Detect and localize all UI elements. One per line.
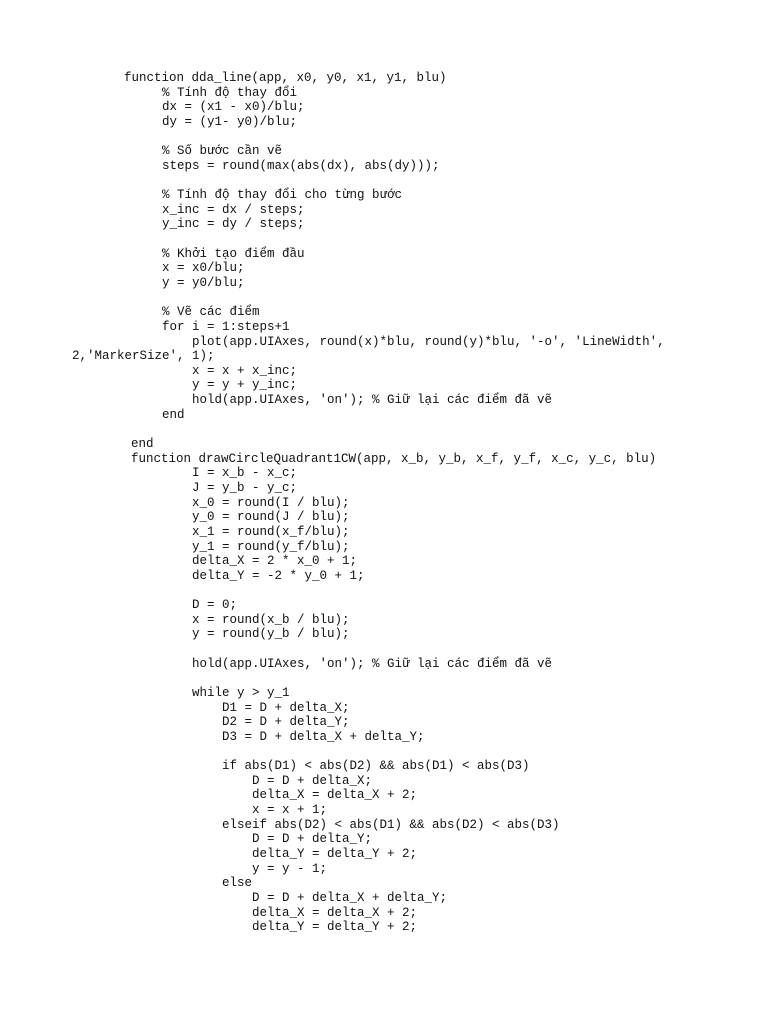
code-line: y_inc = dy / steps; (162, 217, 305, 232)
blank-line (0, 671, 768, 686)
code-line: hold(app.UIAxes, 'on'); % Giữ lại các điểm đã vẽ (192, 656, 553, 671)
code-line: D = 0; (192, 598, 238, 613)
code-line: % Số bước cần vẽ (162, 144, 283, 159)
code-line: y_1 = round(y_f/blu); (192, 539, 350, 554)
code-line: function drawCircleQuadrant1CW(app, x_b, y_b, x_f, y_f, x_c, y_c, blu) (131, 451, 657, 466)
code-line: delta_X = delta_X + 2; (252, 788, 418, 803)
code-line: y = y0/blu; (162, 275, 245, 290)
code-line: % Tính độ thay đổi cho từng bước (162, 188, 403, 203)
code-line: dy = (y1- y0)/blu; (162, 114, 298, 129)
code-line: for i = 1:steps+1 (162, 319, 290, 334)
code-line: D = D + delta_Y; (252, 832, 373, 847)
blank-line (0, 232, 768, 247)
code-line: delta_Y = delta_Y + 2; (252, 846, 418, 861)
code-line: end (162, 407, 185, 422)
code-line: elseif abs(D2) < abs(D1) && abs(D2) < abs(D3) (222, 817, 560, 832)
code-line: % Khởi tạo điểm đầu (162, 246, 305, 261)
code-line: J = y_b - y_c; (192, 480, 298, 495)
code-line: if abs(D1) < abs(D2) && abs(D1) < abs(D3) (222, 759, 530, 774)
blank-line (0, 291, 768, 306)
code-line: x = x0/blu; (162, 261, 245, 276)
code-line: delta_Y = delta_Y + 2; (252, 920, 418, 935)
blank-line (0, 422, 768, 437)
blank-line (0, 130, 768, 145)
code-line: end (131, 437, 154, 452)
code-line: D1 = D + delta_X; (222, 700, 350, 715)
code-line: delta_X = delta_X + 2; (252, 905, 418, 920)
code-line: y_0 = round(J / blu); (192, 510, 350, 525)
code-line: x_inc = dx / steps; (162, 202, 305, 217)
code-line: while y > y_1 (192, 685, 290, 700)
code-line: 2,'MarkerSize', 1); (72, 349, 215, 364)
code-line: function dda_line(app, x0, y0, x1, y1, blu) (124, 71, 447, 85)
blank-line (0, 642, 768, 657)
code-line: delta_X = 2 * x_0 + 1; (192, 554, 358, 569)
code-line: delta_Y = -2 * y_0 + 1; (192, 568, 365, 583)
code-line: D2 = D + delta_Y; (222, 715, 350, 730)
code-line: D = D + delta_X; (252, 773, 373, 788)
code-line: plot(app.UIAxes, round(x)*blu, round(y)*blu, '-o', 'LineWidth', (192, 334, 665, 349)
code-listing (0, 71, 768, 935)
code-line: x_1 = round(x_f/blu); (192, 524, 350, 539)
code-line: steps = round(max(abs(dx), abs(dy))); (162, 158, 440, 173)
blank-line (0, 583, 768, 598)
code-line: x = round(x_b / blu); (192, 612, 350, 627)
code-line: y = y - 1; (252, 861, 328, 876)
code-line: x_0 = round(I / blu); (192, 495, 350, 510)
code-line: dx = (x1 - x0)/blu; (162, 100, 305, 115)
blank-line (0, 744, 768, 759)
code-line: x = x + x_inc; (192, 363, 298, 378)
code-line: y = round(y_b / blu); (192, 627, 350, 642)
code-line: I = x_b - x_c; (192, 466, 298, 481)
code-line: D3 = D + delta_X + delta_Y; (222, 729, 425, 744)
code-line: hold(app.UIAxes, 'on'); % Giữ lại các điểm đã vẽ (192, 393, 553, 408)
code-line: y = y + y_inc; (192, 378, 298, 393)
code-line: else (222, 876, 253, 891)
code-line: % Vẽ các điểm (162, 305, 260, 320)
code-line: % Tính độ thay đổi (162, 85, 298, 100)
blank-line (0, 173, 768, 188)
code-line: x = x + 1; (252, 803, 328, 818)
code-line: D = D + delta_X + delta_Y; (252, 890, 448, 905)
